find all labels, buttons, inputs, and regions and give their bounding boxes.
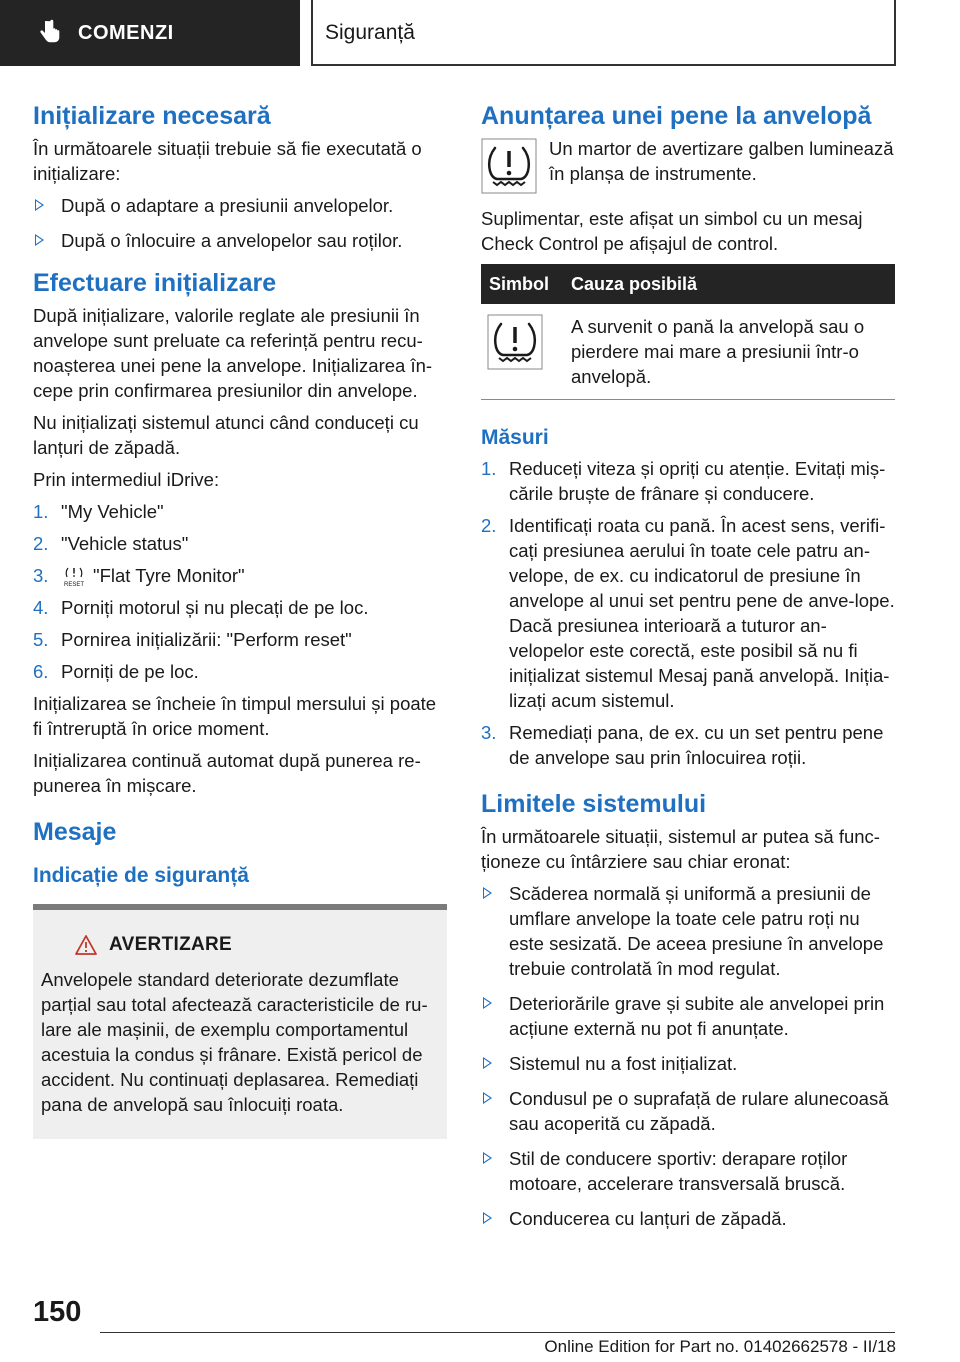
table-cell [481,304,563,400]
list-item: 6. Porniți de pe loc. [33,661,199,683]
exec-paragraph: Inițializarea se încheie în timpul mersului și poate fi întreruptă în orice moment. [33,693,437,740]
measures-heading: Măsuri [481,426,549,449]
exec-paragraph: Inițializarea continuă automat după punerea re-punerea în mișcare. [33,750,421,797]
list-item: 4. Porniți motorul și nu plecați de pe loc. [33,597,369,619]
measures-list [481,456,895,770]
table-header: Cauza posibilă [563,264,895,304]
flat-paragraph: Un martor de avertizare galben luminează în planșa de instrumente. [549,138,894,184]
table-row [481,304,895,400]
limits-intro: În următoarele situații, sistemul ar putea să func-ționeze cu întârziere sau chiar eronat: [481,826,880,872]
table-header: Simbol [481,264,563,304]
table-header-row [481,264,895,304]
flat-paragraph: Suplimentar, este afișat un simbol cu un mesaj Check Control pe afișajul de control. [481,208,863,254]
table-cell: A survenit o pană la anvelopă sau o pierdere mai mare a presiunii într-o anvelopă. [563,304,895,400]
exec-heading: Efectuare inițializare [33,269,277,297]
safety-heading: Indicație de siguranță [33,864,249,888]
tyre-pressure-warning-icon [481,138,537,194]
warning-text: Anvelopele standard deteriorate dezumflate parțial sau total afectează caracteristicile de ru-lare ale mașinii, de exemplu comportamentul acestuia la condus și frânare. Există pericol de accident. Nu continuați deplasarea. Remediați pana de anvelopă sau înlocuiți roata. [41,969,428,1116]
triangle-bullet-icon [35,234,44,246]
list-item: 3. Remediați pana, de ex. cu un set pentru pene de anvelope sau prin înlocuirea roții. [481,722,884,768]
list-item: 1. Reduceți viteza și opriți cu atenție. Evitați miș-cările bruște de frânare și conducere. [481,458,886,504]
chapter-title: Siguranță [325,20,415,44]
messages-heading: Mesaje [33,818,117,847]
list-item: Condusul pe o suprafață de rulare alunecoasă sau acoperită cu zăpadă. [481,1086,895,1136]
triangle-bullet-icon [483,1212,492,1224]
list-item: Stil de conducere sportiv: derapare roților motoare, accelerare transversală bruscă. [481,1146,895,1196]
svg-text:RESET: RESET [63,582,85,589]
flat-heading: Anunțarea unei pene la anvelopă [481,102,872,130]
list-item: 1. "My Vehicle" [33,501,164,522]
footer-divider [100,1332,895,1333]
warning-box [33,904,447,1139]
list-item: 5. Pornirea inițializării: "Perform reset" [33,629,352,651]
list-item: După o adaptare a presiunii anvelopelor. [33,193,447,218]
list-item: 2. Identificați roata cu pană. În acest sens, verifi-cați presiunea aerului în toate cele patru an-velope, de ex. cu indicatorul de presiune în anvelope al unui set pentru pene de anve-lope. Dacă presiunea interioară a tuturor an-velopelor este corectă, este posibil să nu fi inițializat sistemul Mesaj pană anvelopă. Iniția-lizați acum sistemul. [481,515,895,711]
right-column [481,100,895,1241]
init-list [33,193,447,253]
flat-intro [481,136,895,200]
limits-heading: Limitele sistemului [481,790,707,818]
symbol-table [481,264,895,400]
triangle-bullet-icon [483,1057,492,1069]
triangle-bullet-icon [35,199,44,211]
section-tab [0,0,300,66]
triangle-bullet-icon [483,997,492,1009]
exec-paragraph: Nu inițializați sistemul atunci când conduceți cu lanțuri de zăpadă. [33,412,419,458]
exec-paragraph: Prin intermediul iDrive: [33,469,220,490]
list-item: După o înlocuire a anvelopelor sau roților. [33,228,447,253]
exec-paragraph: După inițializare, valorile reglate ale presiunii în anvelope sunt preluate ca referință pentru recu-noașterea unei pene la anvelope. Inițializarea în-cepe prin confirmarea presiunilor din anvelope. [33,305,433,401]
list-item: Scăderea normală și uniformă a presiunii de umflare anvelope la toate cele patru roți nu este sesizată. De aceea presiune în anvelope trebuie controlată în mod regulat. [481,881,895,981]
warning-title: AVERTIZARE [75,932,435,957]
left-column [33,100,447,1139]
list-item: 3. RESET "Flat Tyre Monitor" [33,565,245,589]
page-number: 150 [33,1296,82,1328]
list-item: Deteriorările grave și subite ale anvelopei prin acțiune externă nu pot fi anunțate. [481,991,895,1041]
list-item: Conducerea cu lanțuri de zăpadă. [481,1206,895,1231]
section-title: COMENZI [78,21,174,44]
list-item: Sistemul nu a fost inițializat. [481,1051,895,1076]
tyre-reset-icon [61,566,87,588]
triangle-bullet-icon [483,1092,492,1104]
edition-footer: Online Edition for Part no. 01402662578 - II/18 [544,1337,896,1356]
triangle-bullet-icon [483,1152,492,1164]
init-heading: Inițializare necesară [33,102,271,130]
tyre-pressure-warning-icon [487,314,543,370]
warning-triangle-icon [75,935,97,955]
list-item: 2. "Vehicle status" [33,533,189,554]
hand-pointer-icon [34,18,64,48]
steps-list [33,499,447,684]
triangle-bullet-icon [483,887,492,899]
chapter-tab [311,0,896,66]
limits-list [481,881,895,1231]
init-intro: În următoarele situații trebuie să fie executată o inițializare: [33,138,422,184]
